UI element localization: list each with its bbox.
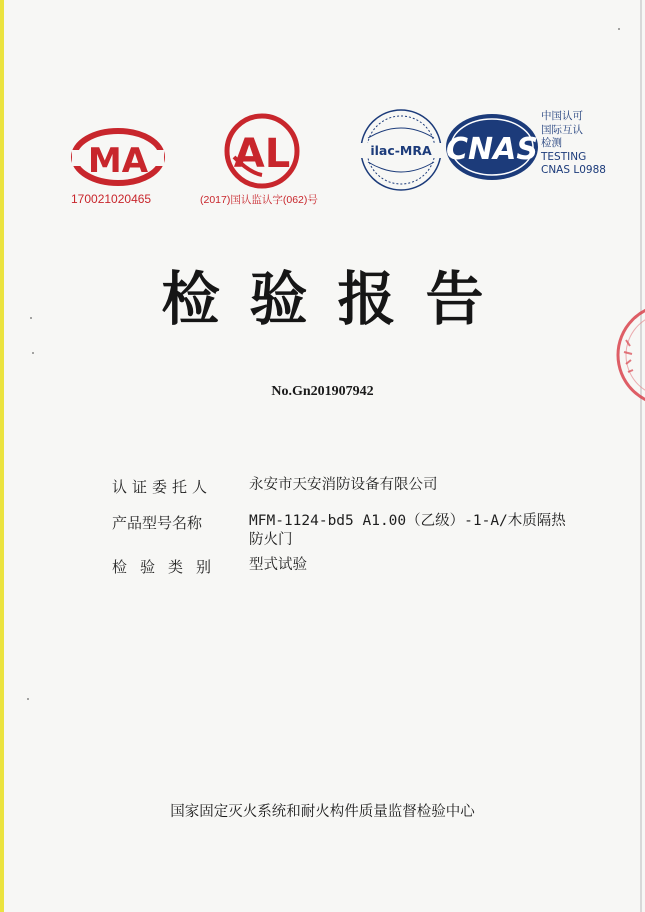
report-title: 检验报告 (161, 265, 514, 333)
cnas-accreditation-text (541, 110, 606, 178)
svg-text:CNAS: CNAS (446, 132, 538, 167)
cnas-line-2: 国际互认 (541, 123, 583, 136)
cnas-logo (444, 112, 540, 182)
cnas-line-1: 中国认可 (541, 110, 583, 122)
cal-logo (220, 113, 304, 189)
cma-number: 170021020465 (71, 192, 152, 206)
svg-text:ilac-MRA: ilac-MRA (370, 143, 432, 158)
scan-speck (32, 352, 34, 354)
report-number: No.Gn201907942 (271, 384, 374, 399)
scan-speck (27, 698, 29, 700)
red-seal-stamp (606, 300, 645, 414)
cnas-line-5: CNAS L0988 (541, 164, 606, 177)
scan-edge-left (0, 0, 4, 912)
product-value-line-1: MFM-1124-bd5 A1.00（乙级）-1-A/木质隔热 (249, 513, 566, 529)
product-value-line-2: 防火门 (249, 532, 293, 548)
ilac-mra-logo (358, 108, 444, 192)
product-label: 产品型号名称 (112, 514, 203, 532)
cnas-line-4: TESTING (541, 150, 587, 163)
issuing-organization: 国家固定灭火系统和耐火构件质量监督检验中心 (170, 804, 475, 820)
svg-text:MA: MA (87, 141, 149, 181)
svg-text:AL: AL (233, 131, 291, 177)
cal-license-number: (2017)国认监认字(062)号 (200, 194, 318, 206)
scan-edge-right (640, 0, 642, 912)
product-value (249, 512, 629, 550)
scan-speck (618, 28, 620, 30)
scan-speck (30, 317, 32, 319)
client-label: 认证委托人 (112, 478, 213, 496)
test-type-value: 型式试验 (249, 557, 307, 573)
client-value: 永安市天安消防设备有限公司 (249, 477, 438, 493)
test-type-label: 检验类别 (112, 558, 225, 576)
cnas-line-3: 检测 (541, 137, 562, 150)
cma-logo (70, 128, 166, 186)
